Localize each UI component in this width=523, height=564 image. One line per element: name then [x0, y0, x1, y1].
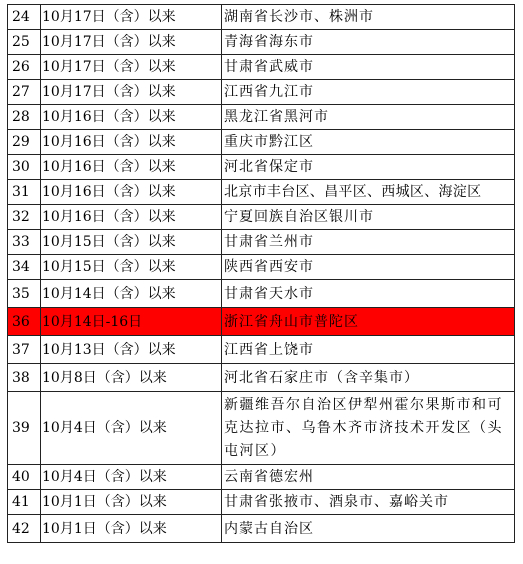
- row-area: 浙江省舟山市普陀区: [222, 308, 515, 336]
- row-date: 10月16日（含）以来: [41, 155, 222, 180]
- row-date: 10月17日（含）以来: [41, 55, 222, 80]
- row-number: 37: [8, 336, 41, 364]
- row-area: 甘肃省兰州市: [222, 230, 515, 255]
- row-number: 29: [8, 130, 41, 155]
- row-date: 10月13日（含）以来: [41, 336, 222, 364]
- row-date: 10月1日（含）以来: [41, 515, 222, 543]
- row-date: 10月15日（含）以来: [41, 230, 222, 255]
- row-number: 36: [8, 308, 41, 336]
- table-row: [8, 280, 515, 308]
- row-number: 30: [8, 155, 41, 180]
- row-area: 黑龙江省黑河市: [222, 105, 515, 130]
- table-row: [8, 205, 515, 230]
- table-row: [8, 230, 515, 255]
- table-row: [8, 490, 515, 515]
- row-area: 江西省九江市: [222, 80, 515, 105]
- row-number: 32: [8, 205, 41, 230]
- row-date: 10月4日（含）以来: [41, 392, 222, 465]
- table-row: [8, 392, 515, 465]
- table-row: [8, 55, 515, 80]
- row-date: 10月17日（含）以来: [41, 30, 222, 55]
- row-number: 33: [8, 230, 41, 255]
- row-area: 湖南省长沙市、株洲市: [222, 5, 515, 30]
- row-date: 10月1日（含）以来: [41, 490, 222, 515]
- row-date: 10月16日（含）以来: [41, 180, 222, 205]
- row-area: 重庆市黔江区: [222, 130, 515, 155]
- row-number: 34: [8, 255, 41, 280]
- row-date: 10月4日（含）以来: [41, 465, 222, 490]
- row-area: 北京市丰台区、昌平区、西城区、海淀区: [222, 180, 515, 205]
- row-number: 42: [8, 515, 41, 543]
- row-area: 甘肃省张掖市、酒泉市、嘉峪关市: [222, 490, 515, 515]
- row-number: 39: [8, 392, 41, 465]
- table-row: [8, 255, 515, 280]
- row-number: 28: [8, 105, 41, 130]
- row-area: 河北省石家庄市（含辛集市）: [222, 364, 515, 392]
- table-row: [8, 465, 515, 490]
- row-date: 10月16日（含）以来: [41, 105, 222, 130]
- row-number: 27: [8, 80, 41, 105]
- row-number: 24: [8, 5, 41, 30]
- row-date: 10月17日（含）以来: [41, 5, 222, 30]
- row-area: 新疆维吾尔自治区伊犁州霍尔果斯市和可克达拉市、乌鲁木齐市济技术开发区（头屯河区）: [222, 392, 515, 465]
- row-area: 江西省上饶市: [222, 336, 515, 364]
- row-date: 10月8日（含）以来: [41, 364, 222, 392]
- row-date: 10月16日（含）以来: [41, 205, 222, 230]
- table-row: [8, 130, 515, 155]
- risk-area-table: [7, 4, 515, 543]
- row-date: 10月15日（含）以来: [41, 255, 222, 280]
- row-date: 10月14日（含）以来: [41, 280, 222, 308]
- row-area: 陕西省西安市: [222, 255, 515, 280]
- row-number: 38: [8, 364, 41, 392]
- row-area: 河北省保定市: [222, 155, 515, 180]
- row-area: 甘肃省武威市: [222, 55, 515, 80]
- row-number: 31: [8, 180, 41, 205]
- row-number: 25: [8, 30, 41, 55]
- row-area: 宁夏回族自治区银川市: [222, 205, 515, 230]
- table-row: [8, 180, 515, 205]
- row-area: 甘肃省天水市: [222, 280, 515, 308]
- row-date: 10月14日-16日: [41, 308, 222, 336]
- row-number: 35: [8, 280, 41, 308]
- table-row: [8, 155, 515, 180]
- row-number: 41: [8, 490, 41, 515]
- row-area: 云南省德宏州: [222, 465, 515, 490]
- row-number: 26: [8, 55, 41, 80]
- table-row: [8, 30, 515, 55]
- table-row-highlighted: [8, 308, 515, 336]
- row-number: 40: [8, 465, 41, 490]
- table-row: [8, 336, 515, 364]
- table-row: [8, 515, 515, 543]
- row-area: 内蒙古自治区: [222, 515, 515, 543]
- table-row: [8, 5, 515, 30]
- row-date: 10月17日（含）以来: [41, 80, 222, 105]
- table-row: [8, 80, 515, 105]
- table-row: [8, 364, 515, 392]
- row-area: 青海省海东市: [222, 30, 515, 55]
- table-row: [8, 105, 515, 130]
- row-date: 10月16日（含）以来: [41, 130, 222, 155]
